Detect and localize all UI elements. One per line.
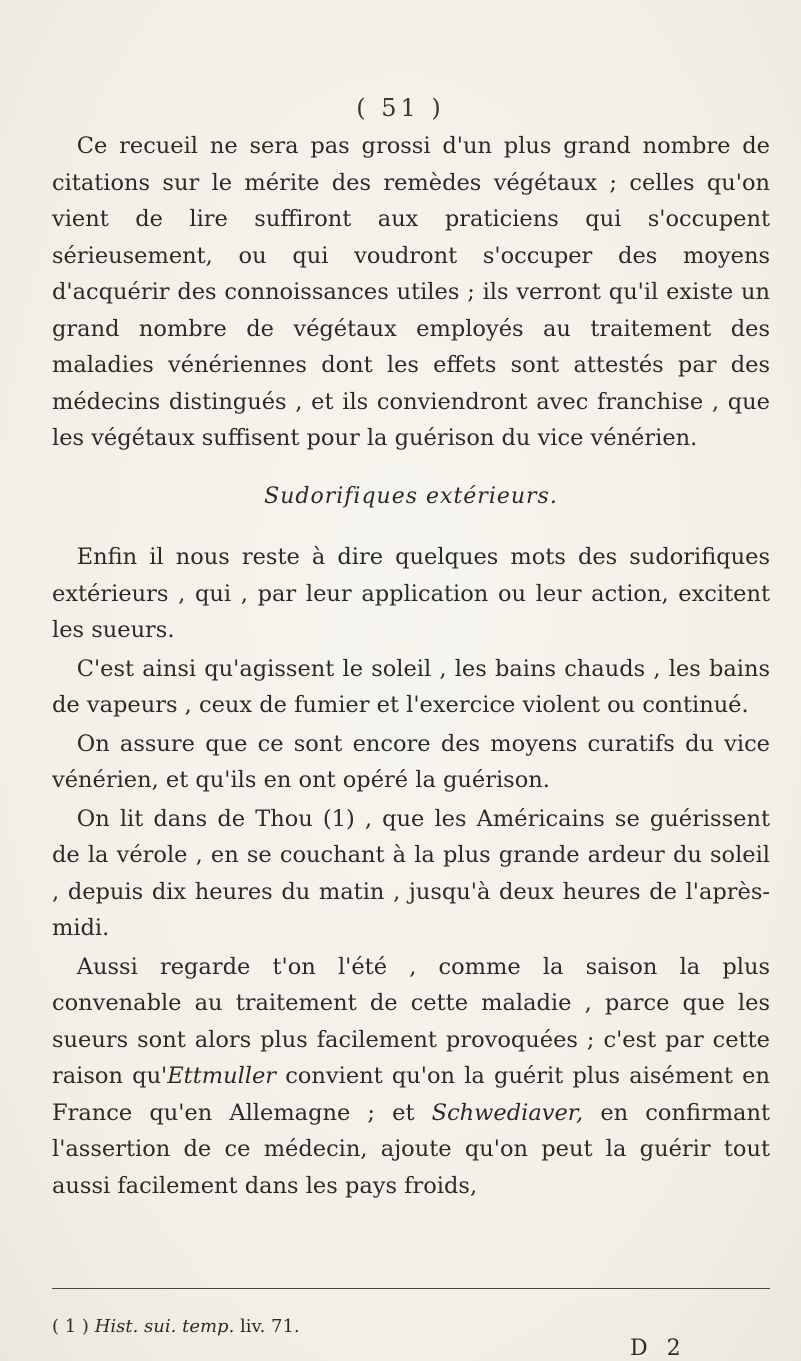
footnote-marker: ( 1 ) <box>52 1316 89 1337</box>
author-name-ettmuller: Ettmuller <box>167 1063 277 1089</box>
paragraph-2: Enfin il nous reste à dire quelques mots des sudorifiques extérieurs , qui , par leur application ou leur action, excitent les sueurs. <box>52 544 770 643</box>
footnote <box>52 1316 300 1337</box>
signature-mark: D 2 <box>630 1336 687 1361</box>
section-title: Sudorifiques extérieurs. <box>264 483 558 509</box>
paragraph-6-part-1: Aussi regarde t'on l'été , comme la saison la plus convenable au traitement de cette maladie , parce que les sueurs sont alors plus facilement provoquées ; c'est par cette raison qu' <box>52 953 770 1089</box>
footnote-source: Hist. sui. temp. <box>94 1316 235 1337</box>
paragraph-1: Ce recueil ne sera pas grossi d'un plus grand nombre de citations sur le mérite des remèdes végétaux ; celles qu'on vient de lire suffiront aux praticiens qui s'occupent sérieusement, ou qui voudront s'occuper des moyens d'acquérir des connoissances utiles ; ils verront qu'il existe un grand nombre de végétaux employés au traitement des maladies vénériennes dont les effets sont attestés par des médecins distingués , et ils conviendront avec franchise , que les végétaux suffisent pour la guérison du vice vénérien. <box>52 133 770 451</box>
page-number: ( 51 ) <box>356 94 445 122</box>
paragraph-6 <box>52 949 770 1205</box>
paragraph-3: C'est ainsi qu'agissent le soleil , les bains chauds , les bains de vapeurs , ceux de fumier et l'exercice violent ou continué. <box>52 655 770 718</box>
paragraph-6-part-3: en confirmant l'assertion de ce médecin, ajoute qu'on peut la guérir tout aussi facilement dans les pays froids, <box>52 1099 770 1199</box>
body-text <box>52 128 770 1204</box>
paragraph-6-part-2: convient qu'on la guérit plus aisément en France qu'en Allemagne ; et <box>52 1063 770 1126</box>
footnote-divider <box>52 1288 770 1289</box>
paragraph-4: On assure que ce sont encore des moyens curatifs du vice vénérien, et qu'ils en ont opéré la guérison. <box>52 730 770 793</box>
author-name-schwediaver: Schwediaver, <box>431 1099 584 1126</box>
footnote-reference: liv. 71. <box>240 1316 300 1337</box>
paragraph-5: On lit dans de Thou (1) , que les Américains se guérissent de la vérole , en se couchant à la plus grande ardeur du soleil , depuis dix heures du matin , jusqu'à deux heures de l'après-midi. <box>52 805 770 941</box>
